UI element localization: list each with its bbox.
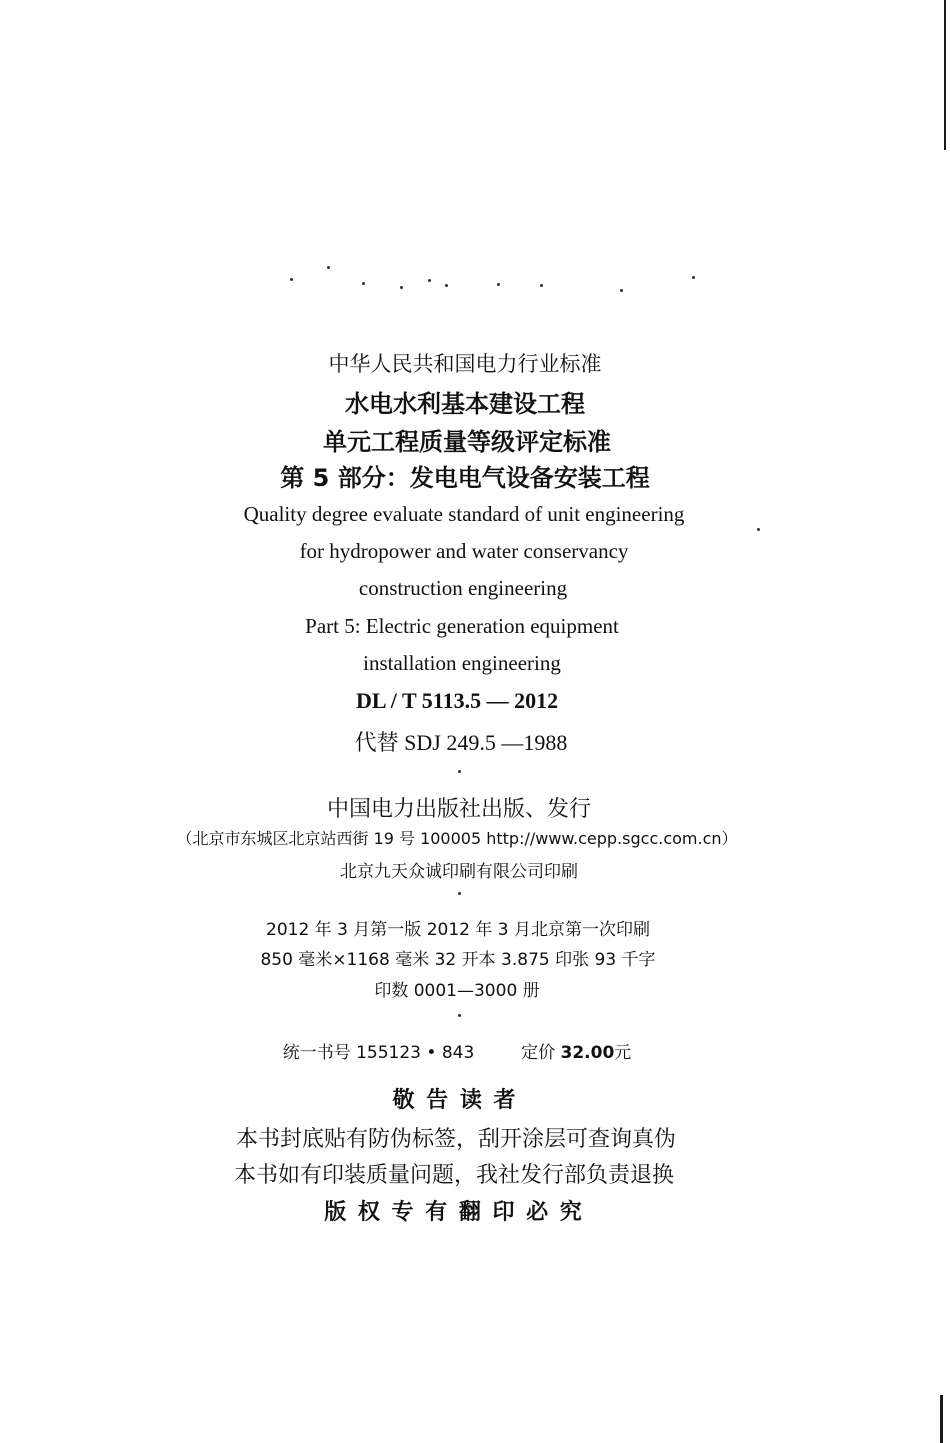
price-unit: 元: [614, 1043, 632, 1063]
scan-speck: [620, 289, 623, 292]
scan-speck: [497, 283, 500, 286]
publisher-address: （北京市东城区北京站西街 19 号 100005 http://www.cepp.sgcc.com.cn）: [176, 829, 738, 848]
copyright-notice: 版 权 专 有 翻 印 必 究: [324, 1200, 584, 1225]
scan-speck: [362, 282, 365, 285]
notice-line-1: 本书封底贴有防伪标签，刮开涂层可查询真伪: [235, 1127, 676, 1152]
book-number-price-row: [0, 1038, 932, 1063]
title-line-2: 单元工程质量等级评定标准: [323, 428, 611, 456]
scan-speck: [692, 276, 695, 279]
english-title-line-5: installation engineering: [363, 651, 561, 675]
price-label: 定价: [521, 1043, 556, 1063]
english-title-line-4: Part 5: Electric generation equipment: [305, 614, 619, 638]
scan-speck: [540, 284, 543, 287]
title-line-3: 第 5 部分：发电电气设备安装工程: [280, 464, 650, 492]
notice-line-2: 本书如有印装质量问题，我社发行部负责退换: [233, 1163, 674, 1188]
scan-speck: [327, 266, 330, 269]
scan-speck: [290, 278, 293, 281]
scan-edge-top-right: [944, 0, 946, 150]
scan-speck: [428, 279, 431, 282]
title-line-1: 水电水利基本建设工程: [345, 390, 585, 418]
print-count: 印数 0001—3000 册: [374, 981, 540, 1001]
scan-speck: [757, 528, 760, 531]
price-value: 32.00: [560, 1043, 615, 1063]
english-title-line-1: Quality degree evaluate standard of unit engineering: [243, 502, 685, 526]
english-title-line-2: for hydropower and water conservancy: [299, 539, 629, 563]
scan-speck: [458, 1014, 461, 1017]
scan-speck: [458, 770, 461, 773]
english-title-line-3: construction engineering: [358, 576, 568, 600]
industry-standard-label: 中华人民共和国电力行业标准: [328, 352, 602, 376]
notice-heading: 敬 告 读 者: [392, 1088, 518, 1113]
standard-number: DL / T 5113.5 — 2012: [355, 688, 559, 713]
scan-speck: [400, 286, 403, 289]
scan-edge-bottom-right: [940, 1395, 943, 1443]
printer-line: 北京九天众诚印刷有限公司印刷: [340, 862, 578, 882]
format-info: 850 毫米×1168 毫米 32 开本 3.875 印张 93 千字: [260, 950, 656, 970]
scan-speck: [445, 284, 448, 287]
replaces-standard: 代替 SDJ 249.5 —1988: [354, 730, 568, 755]
publisher-line: 中国电力出版社出版、发行: [326, 797, 591, 822]
scan-speck: [458, 892, 461, 895]
book-number: 统一书号 155123 • 843: [282, 1043, 475, 1063]
edition-info: 2012 年 3 月第一版 2012 年 3 月北京第一次印刷: [266, 920, 650, 940]
